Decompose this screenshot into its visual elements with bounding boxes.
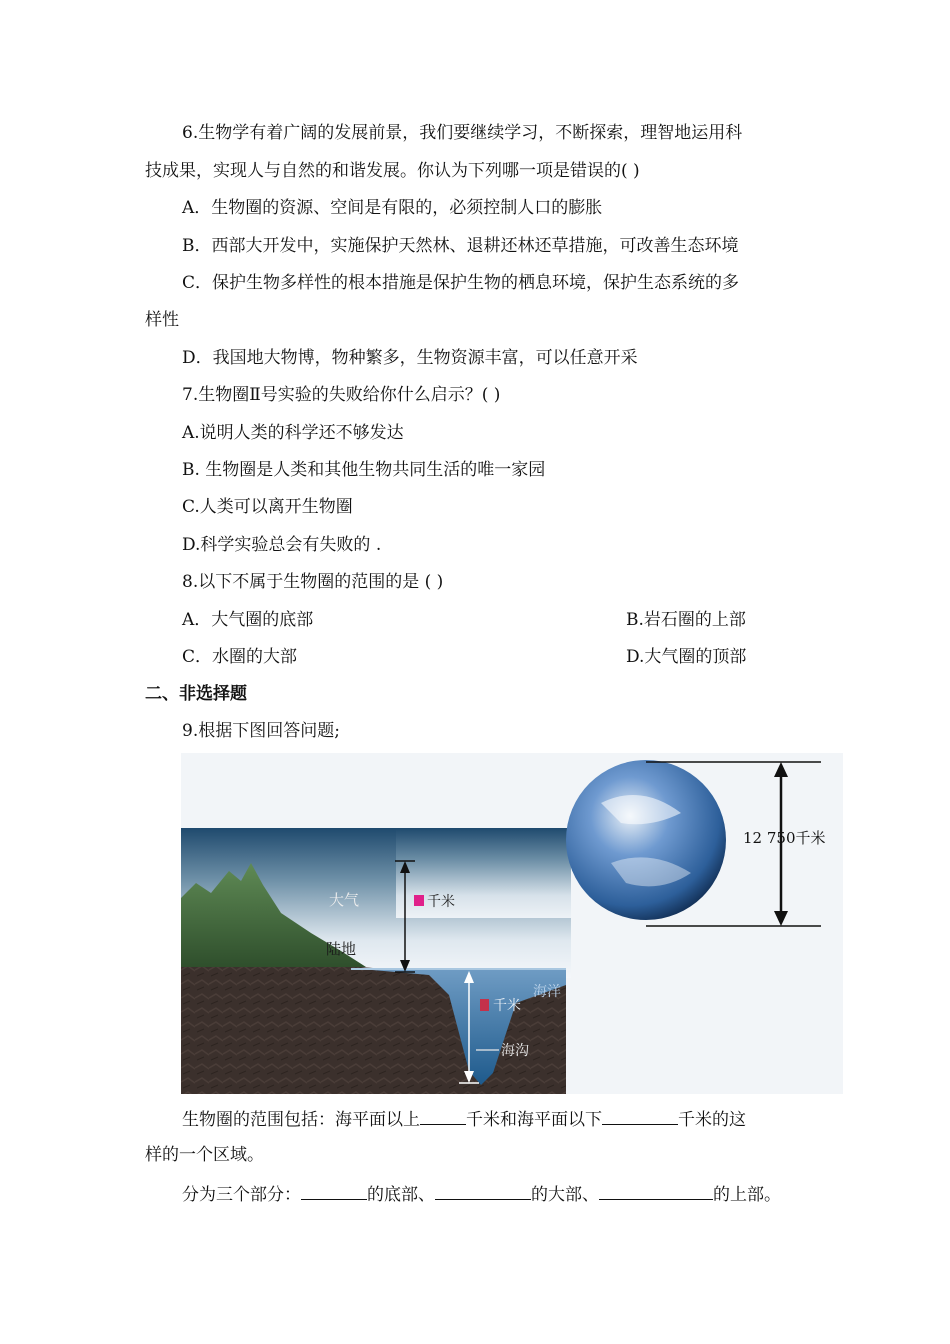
q7-option-a: A.说明人类的科学还不够发达 xyxy=(182,423,404,443)
trench-label: 海沟 xyxy=(501,1043,529,1059)
down-km-label: 千米 xyxy=(493,998,521,1014)
atmosphere-label: 大气 xyxy=(329,891,360,909)
q6-option-a: A．生物圈的资源、空间是有限的，必须控制人口的膨胀 xyxy=(182,198,603,218)
answer-blank-part2[interactable] xyxy=(435,1181,531,1200)
q9-fill1-line1 xyxy=(182,1106,746,1132)
q8-option-d: D.大气圈的顶部 xyxy=(626,647,747,667)
q9-fill2-mid1: 的底部、 xyxy=(367,1185,435,1205)
q8-option-a: A．大气圈的底部 xyxy=(182,610,314,630)
up-km-label: 千米 xyxy=(427,894,455,910)
q7-option-d: D.科学实验总会有失败的 . xyxy=(182,535,382,555)
q9-fill2-line xyxy=(182,1181,781,1207)
q8-stem: 8.以下不属于生物圈的范围的是 ( ) xyxy=(182,572,444,592)
biosphere-figure xyxy=(181,753,843,1094)
q9-fill2-pre: 分为三个部分： xyxy=(182,1185,301,1205)
answer-blank-below[interactable] xyxy=(602,1106,678,1125)
q6-option-d: D．我国地大物博，物种繁多，生物资源丰富，可以任意开采 xyxy=(182,348,638,368)
q7-option-b: B. 生物圈是人类和其他生物共同生活的唯一家园 xyxy=(182,460,546,480)
ocean-label: 海洋 xyxy=(533,984,561,1000)
answer-blank-above[interactable] xyxy=(420,1106,466,1125)
earth-globe xyxy=(566,760,726,920)
q6-option-c-line1: C．保护生物多样性的根本措施是保护生物的栖息环境，保护生态系统的多 xyxy=(182,273,740,293)
q9-fill2-mid2: 的大部、 xyxy=(531,1185,599,1205)
q9-fill1-pre: 生物圈的范围包括：海平面以上 xyxy=(182,1110,420,1130)
land-label: 陆地 xyxy=(326,940,357,958)
q9-fill1-line2: 样的一个区域。 xyxy=(145,1145,264,1165)
down-km-marker xyxy=(480,999,489,1011)
q9-stem: 9.根据下图回答问题; xyxy=(182,721,340,741)
q8-option-c: C．水圈的大部 xyxy=(182,647,298,667)
q9-fill1-post: 千米的这 xyxy=(678,1110,746,1130)
diameter-label: 12 750千米 xyxy=(743,829,826,847)
q9-fill1-mid: 千米和海平面以下 xyxy=(466,1110,602,1130)
q6-option-b: B．西部大开发中，实施保护天然林、退耕还林还草措施，可改善生态环境 xyxy=(182,236,739,256)
q8-option-b: B.岩石圈的上部 xyxy=(626,610,746,630)
q6-stem-line1: 6.生物学有着广阔的发展前景，我们要继续学习，不断探索，理智地运用科 xyxy=(182,123,743,143)
q7-stem: 7.生物圈Ⅱ号实验的失败给你什么启示？( ) xyxy=(182,385,501,405)
q7-option-c: C.人类可以离开生物圈 xyxy=(182,497,353,517)
section-title: 二、非选择题 xyxy=(145,684,247,704)
up-km-marker xyxy=(414,895,424,906)
q6-stem-line2: 技成果，实现人与自然的和谐发展。你认为下列哪一项是错误的( ) xyxy=(145,161,640,181)
answer-blank-part3[interactable] xyxy=(599,1181,713,1200)
q6-option-c-line2: 样性 xyxy=(145,310,179,330)
q9-fill2-post: 的上部。 xyxy=(713,1185,781,1205)
answer-blank-part1[interactable] xyxy=(301,1181,367,1200)
